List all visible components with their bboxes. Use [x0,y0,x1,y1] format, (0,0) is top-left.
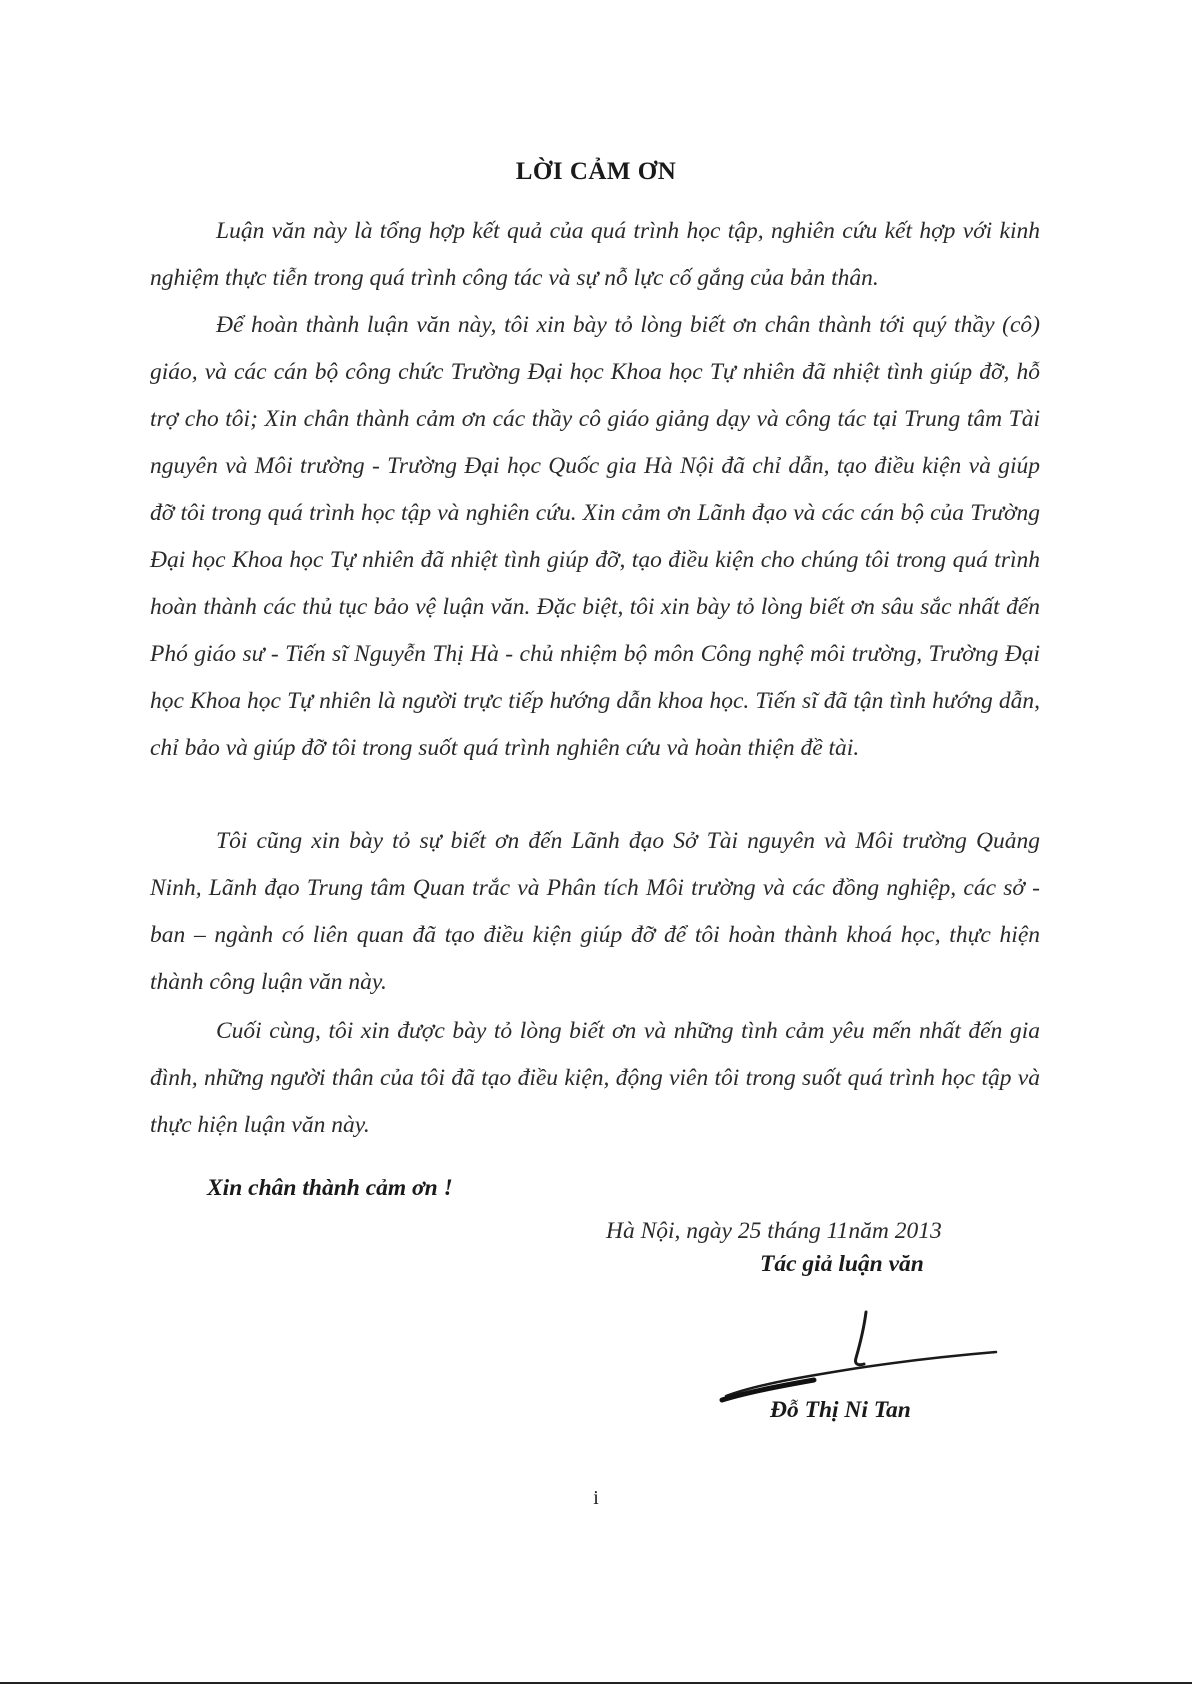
paragraph-1-block [150,208,1040,302]
author-label: Tác giả luận văn [760,1251,924,1277]
paragraph-2: Để hoàn thành luận văn này, tôi xin bày tỏ lòng biết ơn chân thành tới quý thầy (cô) giáo, và các cán bộ công chức Trường Đại học Khoa học Tự nhiên đã nhiệt tình giúp đỡ, hỗ trợ cho tôi; Xin chân thành cảm ơn các thầy cô giáo giảng dạy và công tác tại Trung tâm Tài nguyên và Môi trường - Trường Đại học Quốc gia Hà Nội đã chỉ dẫn, tạo điều kiện và giúp đỡ tôi trong quá trình học tập và nghiên cứu. Xin cảm ơn Lãnh đạo và các cán bộ của Trường Đại học Khoa học Tự nhiên đã nhiệt tình giúp đỡ, tạo điều kiện cho chúng tôi trong quá trình hoàn thành các thủ tục bảo vệ luận văn. Đặc biệt, tôi xin bày tỏ lòng biết ơn sâu sắc nhất đến Phó giáo sư - Tiến sĩ Nguyễn Thị Hà - chủ nhiệm bộ môn Công nghệ môi trường, Trường Đại học Khoa học Tự nhiên là người trực tiếp hướng dẫn khoa học. Tiến sĩ đã tận tình hướng dẫn, chỉ bảo và giúp đỡ tôi trong suốt quá trình nghiên cứu và hoàn thiện đề tài. [150,312,1040,761]
page-number: i [593,1487,599,1509]
paragraph-4-block [150,1008,1040,1149]
closing-thanks: Xin chân thành cảm ơn ! [207,1175,453,1201]
date-line: Hà Nội, ngày 25 tháng 11năm 2013 [606,1218,942,1244]
author-name: Đỗ Thị Ni Tan [770,1397,911,1423]
paragraph-3-block [150,818,1040,1006]
paragraph-2-block [150,302,1040,772]
paragraph-3: Tôi cũng xin bày tỏ sự biết ơn đến Lãnh đạo Sở Tài nguyên và Môi trường Quảng Ninh, Lãnh đạo Trung tâm Quan trắc và Phân tích Môi trường và các đồng nghiệp, các sở - ban – ngành có liên quan đã tạo điều kiện giúp đỡ để tôi hoàn thành khoá học, thực hiện thành công luận văn này. [150,828,1040,995]
page-title: LỜI CẢM ƠN [515,158,677,185]
paragraph-1: Luận văn này là tổng hợp kết quả của quá trình học tập, nghiên cứu kết hợp với kinh nghiệm thực tiễn trong quá trình công tác và sự nỗ lực cố gắng của bản thân. [150,218,1040,291]
paragraph-4: Cuối cùng, tôi xin được bày tỏ lòng biết ơn và những tình cảm yêu mến nhất đến gia đình, những người thân của tôi đã tạo điều kiện, động viên tôi trong suốt quá trình học tập và thực hiện luận văn này. [150,1018,1040,1138]
signature-icon [718,1300,1008,1410]
